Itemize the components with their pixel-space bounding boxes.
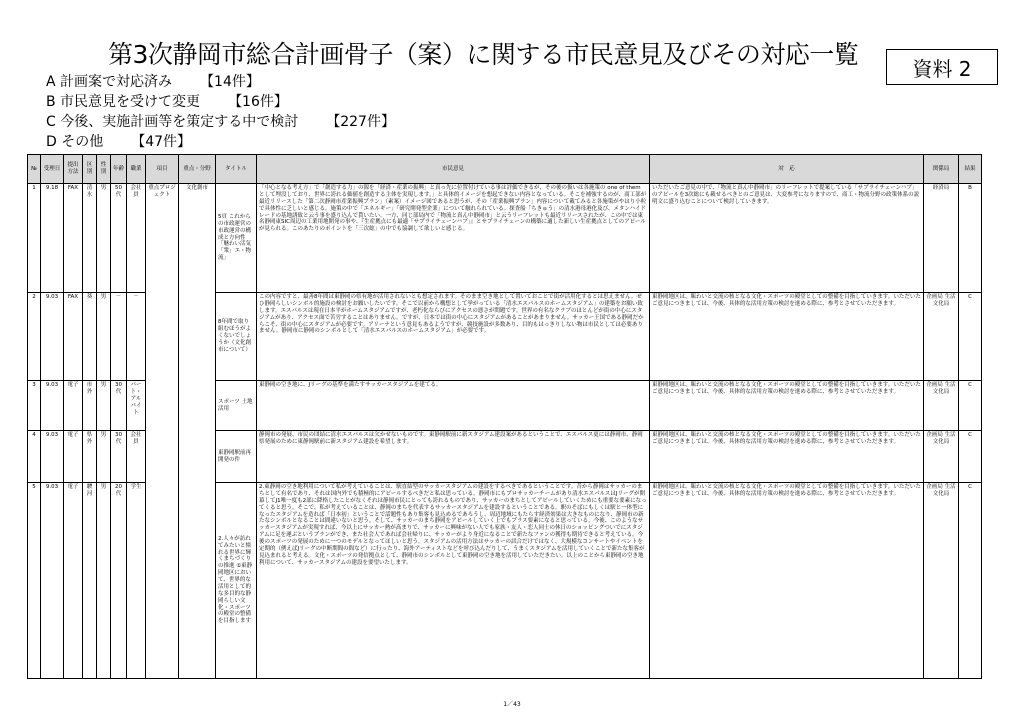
legend-item-c [46,114,395,131]
legend-label: D その他 [46,134,104,150]
cell-gender: 男 [97,184,111,293]
cell-opinion: 「中心となる考え方」で「創造する力」の源を「経済・産業の振興」と真っ先に位置付けている事は評価できるが、その後の扱いは各施策の one of them として埋没しており、世界に誇れる価値を創造する主体を実現します。」と具体的イメージを想起できない内容となっている。そこを補強するのが、商工部が最近リリースした「第二次静岡市産業振興プラン」（素案）イメージ図であると思うが、その「産業振興プラン」内容について載てみると各施策がやはり小粒で具体性に乏しいと感じる。施策の中で「エネルギー」「研究開発型企業」について触れられている。探査船「ちきゅう」の清水港母港化及び、メタンハイドレードの基地誘致と云う事を盛り込んで貰いたい。一方、同じ部局内で「物流と真ん中静岡市」と云うリーフレットも最近リリースされたが、この中では東名静岡東SIC周辺の工業用地開発の事や、『生産拠点にも最適「サプライチェーンハブ」』とサプライチェーンの構築に適した新しい生産拠点としてのアピールが見られる。このあたりのポイントを「三次総」の中でも協調して欲しいと感じる。 [257,184,650,293]
legend-count: 【16件】 [228,94,288,110]
table-row [28,184,982,293]
cell-method: 電子 [64,381,83,431]
cell-age: 50代 [111,184,127,293]
legend-count: 【227件】 [326,114,395,130]
legend-item-b [46,94,288,111]
cell-date: 9.18 [41,184,64,293]
cell-age: 30代 [111,381,127,431]
cell-result: C [959,381,982,431]
header-department: 関係局 [924,155,959,184]
cell-response: 東静岡地区は、賑わいと交流の核となる文化・スポーツの殿堂としての整備を目指していきます。いただいたご意見につきましては、今後、具体的な活用方策の検討を進める際に、参考とさせていただきます。 [650,431,924,483]
legend-label: A 計画案で対応済み [46,74,173,90]
cell-method: FAX [64,293,83,381]
header-method: 提出方法 [64,155,83,184]
cell-response: 東静岡地区は、賑わいと交流の核となる文化・スポーツの殿堂としての整備を目指していきます。いただいたご意見につきましては、今後、具体的な活用方策の検討を進める際に、参考とさせていただきます。 [650,293,924,381]
cell-department: 企画局 生活文化局 [924,381,959,431]
legend-item-a [46,74,260,91]
cell-ward: 葵 [83,293,97,381]
cell-response: 東静岡地区は、賑わいと交流の核となる文化・スポーツの殿堂としての整備を目指していきます。いただいたご意見につきましては、今後、具体的な活用方策の検討を進める際に、参考とさせていただきます。 [650,483,924,679]
cell-item: 重点プロジェクト [146,184,179,679]
legend-label: B 市民意見を受けて変更 [46,94,201,110]
cell-age: － [111,293,127,381]
cell-occupation: － [127,293,146,381]
legend-count: 【47件】 [131,134,192,150]
cell-subject: 東静岡駅前再開発の件 [216,431,257,483]
header-focus: 重点・分野 [179,155,216,184]
cell-department: 企画局 生活文化局 [924,483,959,679]
cell-date: 9.03 [41,293,64,381]
reference-label-box: 資料 2 [886,49,998,85]
cell-no: 5 [28,483,41,679]
cell-occupation: 学生 [127,483,146,679]
legend-item-d [46,134,191,151]
header-response: 対 応 [650,155,924,184]
cell-occupation: 会社員 [127,184,146,293]
cell-result: C [959,483,982,679]
header-gender: 性別 [97,155,111,184]
cell-date: 9.03 [41,381,64,431]
cell-gender: 男 [97,293,111,381]
cell-result: C [959,431,982,483]
cell-opinion: 2.東静岡の空き地利用について私が考えていることは、駅直結型のサッカースタジアムの建設をするべきであるということです。昔から静岡はサッカーのまちとして有名であり、それは国内外でも積極的にアピールするべきだと私は思っている。静岡市にもプロサッカーチームがあり清水エスパルスはJリーグが開幕してJ1唯一度も2部に降格したことがなくそれは静岡市民にとっても誇れるものであり、サッカーのまちとしてアピールしていくためにも重要な要素になってくると思う。そこで、私が考えていることは、静岡のまちを代表するサッカースタジアムを建設するということである。駅のそばにもしくは駅と一体型になったスタジアムを造れば「日本初」ということで話題性もあり集客も見込めるであろうし、周辺地域にもたらす経済効果は大きなものになり、静岡市の新たなシンボルとなることは間違いないと思う。そして、サッカーのまち静岡をアピールしていく上でもプラス要素になると思っている。今後、このようなサッカースタジアムが実現すれば、今以上にサッカー熱が高まりで、サッカーに興味がない人でも家族・友人・恋人同士の休日のショッピングついでにスタジアムに足を運ぶというプランができ、また社会人であれば会社帰りに、サッカーがより身近になることで新たなファンの獲得も期待できると考えている。今後のスポーツの発展のために一つのモデルとなってほしいと思う。スタジアムの活用方法はサッカーの試合だけではなく、大規模なコンサートやイベントを定期的（例えばJリーグの中断期間の間など）に行ったり、海外アーティストなどを呼び込んだりして、うまくスタジアムを活用していくことで新たな集客が見込まれると考える。文化・スポーツの発信拠点として、静岡市のシンボルとして東静岡の空き地を活用していただきたい。以上のことから東静岡の空き地利用について、サッカースタジアムの建設を要望いたします。 [257,483,650,679]
cell-date: 9.03 [41,431,64,483]
cell-no: 2 [28,293,41,381]
cell-department: 経済局 [924,184,959,293]
cell-opinion: 東静岡の空き地に、Jリーグの基準を満たすサッカースタジアムを建てる。 [257,381,650,431]
cell-ward: 駿河 [83,483,97,679]
table-header-row [28,155,982,184]
cell-opinion: 静岡市の発展、市民の団結に清水エスパルスは欠かせないものです。東静岡駅前に新スタジアム建設案があるということで、エスパルス更には静岡市、静岡県発展のために東静岡駅前に新スタジアム建設を希望します。 [257,431,650,483]
cell-response: いただいたご意見の中で、「物流と真ん中静岡市」のリーフレットで提案している「サプライチェーンハブ」のアピールを3次総にも載せるべきとのご意見は、大変参考になりますので、商工・物流分野の政策体系の説明文に盛り込むことについて検討していきます。 [650,184,924,293]
header-age: 年齢 [111,155,127,184]
cell-age: 20代 [111,483,127,679]
cell-occupation: 会社員 [127,431,146,483]
cell-department: 企画局 生活文化局 [924,431,959,483]
cell-ward: 県外 [83,431,97,483]
cell-subject: 8年間で取り組むほうがよくないでしょうか（文化創市について） [216,293,257,381]
cell-method: 電子 [64,431,83,483]
cell-occupation: パート・アルバイト [127,381,146,431]
header-opinion: 市民意見 [257,155,650,184]
legend-count: 【14件】 [200,74,260,90]
cell-age: 30代 [111,431,127,483]
opinion-table [27,154,982,679]
cell-no: 1 [28,184,41,293]
cell-opinion: この内容ですと、最善8年間は東静岡の県有地が活用されないとも想定されます。そのまま空き地として置いておことで街が活用化するとは思えません。ぜひ静岡らしいシンボル的施設の検討をお願いしたいです。そこで以前から構想として挙がっている「清水エスパルスのホームスタジアム」の建築をお願い致します。エスパルスは現在日本平がホームスタジアムですが、老朽化ならびにアクセスの悪さが問題です。世界の有名なクラブのほとんどが街の中心にスタジアムがあり、アクセス面で苦労することはありません。ですが、日本では街の中心にスタジアムがあることがあまりません。サッカー王国である静岡だからこそ、街の中心にスタジアムが必要です。アリーナという意見もあるようですが、競技施設が多数あり、目的もはっきりしない物は市民としては必要ありません。静岡市に静岡のシンボルとして「清水エスパルスのホームスタジアム」が必要です。 [257,293,650,381]
cell-ward: 清水 [83,184,97,293]
header-subject: タイトル [216,155,257,184]
cell-gender: 男 [97,483,111,679]
cell-subject: 2.人々が訪れてみたいと憧れる世界に輝くまちづくりの推進 ①東静岡地区において、世界的な活用として的な多目的な静岡らしい文化・スポーツの殿堂の整備を目指します [216,483,257,679]
page-number: 1／43 [503,701,521,708]
header-no: № [28,155,41,184]
cell-method: 電子 [64,483,83,679]
cell-department: 企画局 生活文化局 [924,293,959,381]
header-date: 受理日 [41,155,64,184]
cell-gender: 男 [97,431,111,483]
header-occupation: 職業 [127,155,146,184]
header-ward: 区別 [83,155,97,184]
cell-focus: 文化創市 [179,184,216,679]
cell-gender: 男 [97,381,111,431]
cell-ward: 市外 [83,381,97,431]
cell-no: 3 [28,381,41,431]
cell-result: C [959,293,982,381]
cell-no: 4 [28,431,41,483]
page-title: 第3次静岡市総合計画骨子（案）に関する市民意見及びその対応一覧 [108,40,859,69]
legend-label: C 今後、実施計画等を策定する中で検討 [46,114,299,130]
cell-date: 9.03 [41,483,64,679]
cell-response: 東静岡地区は、賑わいと交流の核となる文化・スポーツの殿堂としての整備を目指していきます。いただいたご意見につきましては、今後、具体的な活用方策の検討を進める際に、参考とさせていただきます。 [650,381,924,431]
cell-result: B [959,184,982,293]
cell-method: FAX [64,184,83,293]
header-item: 項目 [146,155,179,184]
cell-subject: スポーツ 土地活用 [216,381,257,431]
header-result: 結果 [959,155,982,184]
cell-subject: 5頁 これからの市政運営の 市政運営の構成と方向性 「魅わい活気「衆」エ・物流」 [216,184,257,293]
